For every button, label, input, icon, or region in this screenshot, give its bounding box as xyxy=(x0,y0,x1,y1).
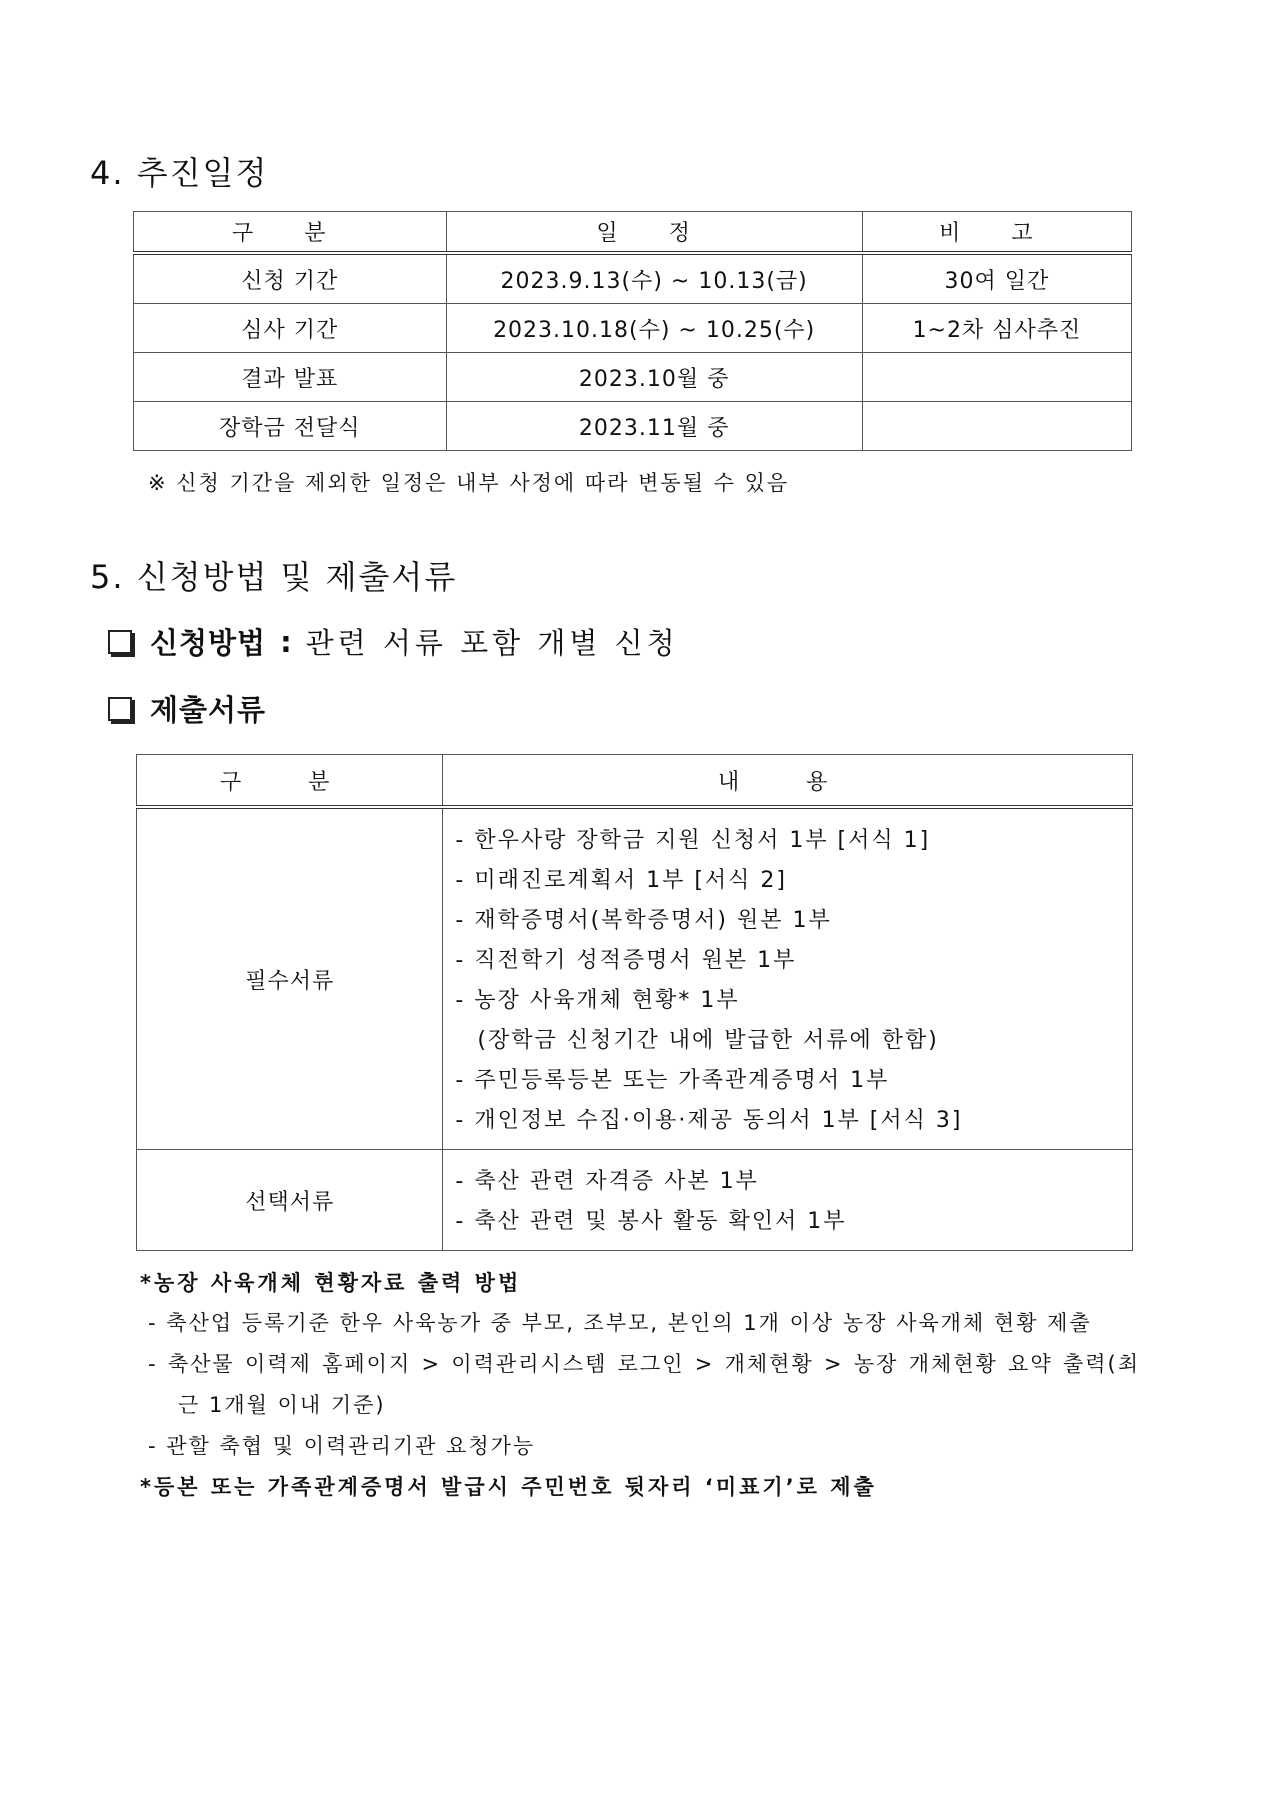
footnotes xyxy=(140,1263,1140,1507)
footnote1-list xyxy=(140,1303,1140,1467)
list-item: - 한우사랑 장학금 지원 신청서 1부 [서식 1] xyxy=(455,828,931,853)
list-item: - 농장 사육개체 현황* 1부 xyxy=(455,988,740,1013)
schedule-table xyxy=(133,211,1132,451)
row-category: 신청 기간 xyxy=(134,253,447,304)
row-remarks: 30여 일간 xyxy=(862,253,1131,304)
table-row xyxy=(134,253,1132,304)
checkbox-icon xyxy=(108,697,132,721)
list-item: - 축산 관련 자격증 사본 1부 xyxy=(455,1169,759,1194)
row-remarks xyxy=(862,353,1131,402)
method-text: 관련 서류 포함 개별 신청 xyxy=(305,626,679,660)
section5-title: 5. 신청방법 및 제출서류 xyxy=(90,558,458,596)
row-schedule: 2023.11월 중 xyxy=(446,402,862,451)
list-item: - 관할 축협 및 이력관리기관 요청가능 xyxy=(148,1434,536,1458)
list-item: - 축산물 이력제 홈페이지 > 이력관리시스템 로그인 > 개체현황 > 농장 개체현황 요약 출력(최근 1개월 이내 기준) xyxy=(148,1352,1140,1417)
section4-title: 4. 추진일정 xyxy=(90,154,269,192)
row-schedule: 2023.9.13(수) ~ 10.13(금) xyxy=(446,253,862,304)
header-remarks: 비 고 xyxy=(862,212,1131,254)
footnote2: *등본 또는 가족관계증명서 발급시 주민번호 뒷자리 ‘미표기’로 제출 xyxy=(140,1475,877,1499)
list-item: (장학금 신청기간 내에 발급한 서류에 한함) xyxy=(477,1028,939,1053)
documents-line xyxy=(108,688,266,729)
optional-category: 선택서류 xyxy=(137,1150,443,1251)
row-remarks: 1~2차 심사추진 xyxy=(862,304,1131,353)
list-item: - 축산 관련 및 봉사 활동 확인서 1부 xyxy=(455,1209,847,1234)
documents-label: 제출서류 xyxy=(150,693,267,727)
header-content: 내 용 xyxy=(443,755,1133,808)
list-item: - 축산업 등록기준 한우 사육농가 중 부모, 조부모, 본인의 1개 이상 농장 사육개체 현황 제출 xyxy=(148,1311,1092,1335)
row-schedule: 2023.10.18(수) ~ 10.25(수) xyxy=(446,304,862,353)
list-item: - 재학증명서(복학증명서) 원본 1부 xyxy=(455,908,832,933)
checkbox-icon xyxy=(108,630,132,654)
table-header-row xyxy=(134,212,1132,254)
footnote1-title: *농장 사육개체 현황자료 출력 방법 xyxy=(140,1271,522,1295)
optional-items xyxy=(443,1150,1133,1251)
list-item: - 주민등록등본 또는 가족관계증명서 1부 xyxy=(455,1068,890,1093)
row-category: 결과 발표 xyxy=(134,353,447,402)
documents-table xyxy=(136,754,1133,1251)
table-row xyxy=(134,402,1132,451)
table-row xyxy=(137,1150,1133,1251)
method-separator: : xyxy=(280,624,292,659)
schedule-note: ※ 신청 기간을 제외한 일정은 내부 사정에 따라 변동될 수 있음 xyxy=(148,471,790,495)
list-item: - 개인정보 수집·이용·제공 동의서 1부 [서식 3] xyxy=(455,1108,963,1133)
required-category: 필수서류 xyxy=(137,807,443,1150)
header-category: 구 분 xyxy=(137,755,443,808)
header-schedule: 일 정 xyxy=(446,212,862,254)
table-row xyxy=(137,807,1133,1150)
row-remarks xyxy=(862,402,1131,451)
table-row xyxy=(134,353,1132,402)
row-schedule: 2023.10월 중 xyxy=(446,353,862,402)
method-label: 신청방법 xyxy=(150,626,267,660)
list-item: - 미래진로계획서 1부 [서식 2] xyxy=(455,868,787,893)
table-row xyxy=(134,304,1132,353)
table-header-row xyxy=(137,755,1133,808)
row-category: 장학금 전달식 xyxy=(134,402,447,451)
header-category: 구 분 xyxy=(134,212,447,254)
required-items xyxy=(443,807,1133,1150)
method-line xyxy=(108,621,679,662)
row-category: 심사 기간 xyxy=(134,304,447,353)
list-item: - 직전학기 성적증명서 원본 1부 xyxy=(455,948,797,973)
